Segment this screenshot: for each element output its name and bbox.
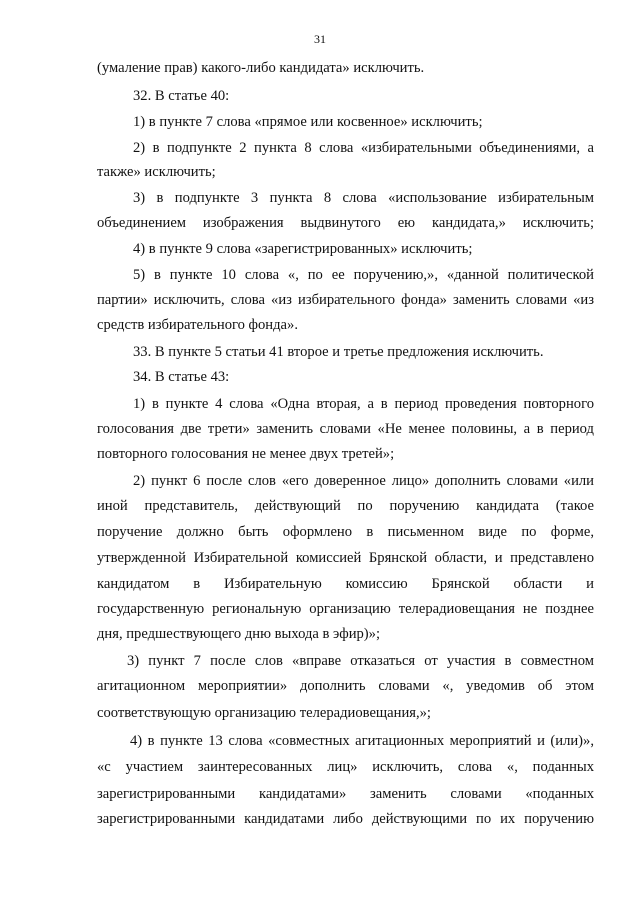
text-line: утвержденной Избирательной комиссией Брянской области, и представлено [97, 550, 594, 566]
text-line: (умаление прав) какого-либо кандидата» исключить. [97, 60, 425, 76]
text-line: зарегистрированными кандидатами» заменить словами «поданных [97, 786, 594, 802]
text-line: 32. В статье 40: [133, 88, 230, 104]
text-line: поручение должно быть оформлено в письменном виде по форме, [97, 524, 594, 540]
page-number: 31 [314, 32, 326, 46]
text-line: кандидатом в Избирательную комиссию Брянской области и [97, 576, 594, 592]
text-line: агитационном мероприятии» дополнить словами «, уведомив об этом [97, 678, 594, 694]
text-line: повторного голосования не менее двух третей»; [97, 446, 395, 462]
text-line: зарегистрированными кандидатами либо действующими по их поручению [97, 811, 594, 827]
text-line: государственную региональную организацию телерадиовещания не позднее [97, 601, 594, 617]
text-line: также» исключить; [97, 164, 216, 180]
text-line: 34. В статье 43: [133, 369, 230, 385]
text-line: 33. В пункте 5 статьи 41 второе и третье предложения исключить. [133, 344, 544, 360]
text-line: «с участием заинтересованных лиц» исключить, слова «, поданных [97, 759, 594, 775]
text-line: дня, предшествующего дню выхода в эфир)»; [97, 626, 381, 642]
text-line: иной представитель, действующий по поручению кандидата (такое [97, 498, 594, 514]
text-line: 1) в пункте 4 слова «Одна вторая, а в период проведения повторного [133, 396, 594, 412]
text-line: 4) в пункте 9 слова «зарегистрированных» исключить; [133, 241, 473, 257]
text-line: голосования две трети» заменить словами «Не менее половины, а в период [97, 421, 594, 437]
text-line: 1) в пункте 7 слова «прямое или косвенное» исключить; [133, 114, 483, 130]
text-line: 4) в пункте 13 слова «совместных агитационных мероприятий и (или)», [130, 733, 594, 749]
text-line: объединением изображения выдвинутого ею кандидата,» исключить; [97, 215, 594, 231]
text-line: 3) в подпункте 3 пункта 8 слова «использование избирательным [133, 190, 594, 206]
text-line: 2) в подпункте 2 пункта 8 слова «избирательными объединениями, а [133, 140, 594, 156]
text-line: средств избирательного фонда». [97, 317, 298, 333]
text-line: партии» исключить, слова «из избирательного фонда» заменить словами «из [97, 292, 594, 308]
text-line: 3) пункт 7 после слов «вправе отказаться от участия в совместном [127, 653, 594, 669]
text-line: 2) пункт 6 после слов «его доверенное лицо» дополнить словами «или [133, 473, 594, 489]
text-line: 5) в пункте 10 слова «, по ее поручению,», «данной политической [133, 267, 594, 283]
text-line: соответствующую организацию телерадиовещания,»; [97, 705, 431, 721]
